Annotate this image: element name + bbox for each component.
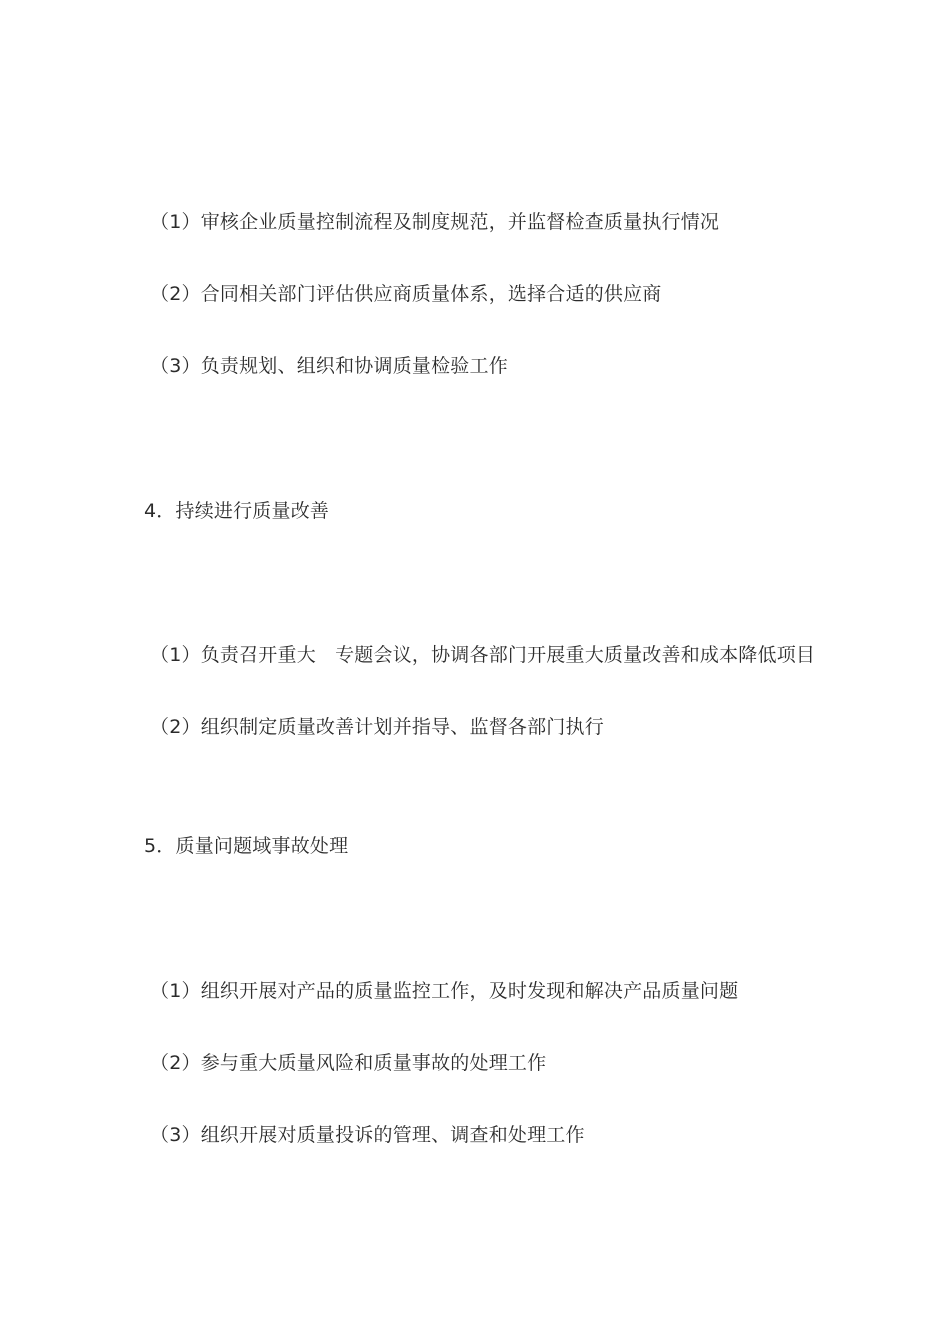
- list-item: （2）参与重大质量风险和质量事故的处理工作: [150, 1052, 547, 1074]
- section-heading: 5．质量问题域事故处理: [144, 835, 349, 857]
- list-item: （1）负责召开重大 专题会议，协调各部门开展重大质量改善和成本降低项目: [150, 644, 816, 666]
- list-item: （1）组织开展对产品的质量监控工作，及时发现和解决产品质量问题: [150, 980, 739, 1002]
- list-item: （3）负责规划、组织和协调质量检验工作: [150, 355, 508, 377]
- list-item: （3）组织开展对质量投诉的管理、调查和处理工作: [150, 1124, 585, 1146]
- list-item: （2）合同相关部门评估供应商质量体系，选择合适的供应商: [150, 283, 662, 305]
- list-item: （1）审核企业质量控制流程及制度规范，并监督检查质量执行情况: [150, 211, 720, 233]
- section-heading: 4．持续进行质量改善: [144, 500, 330, 522]
- list-item: （2）组织制定质量改善计划并指导、监督各部门执行: [150, 716, 604, 738]
